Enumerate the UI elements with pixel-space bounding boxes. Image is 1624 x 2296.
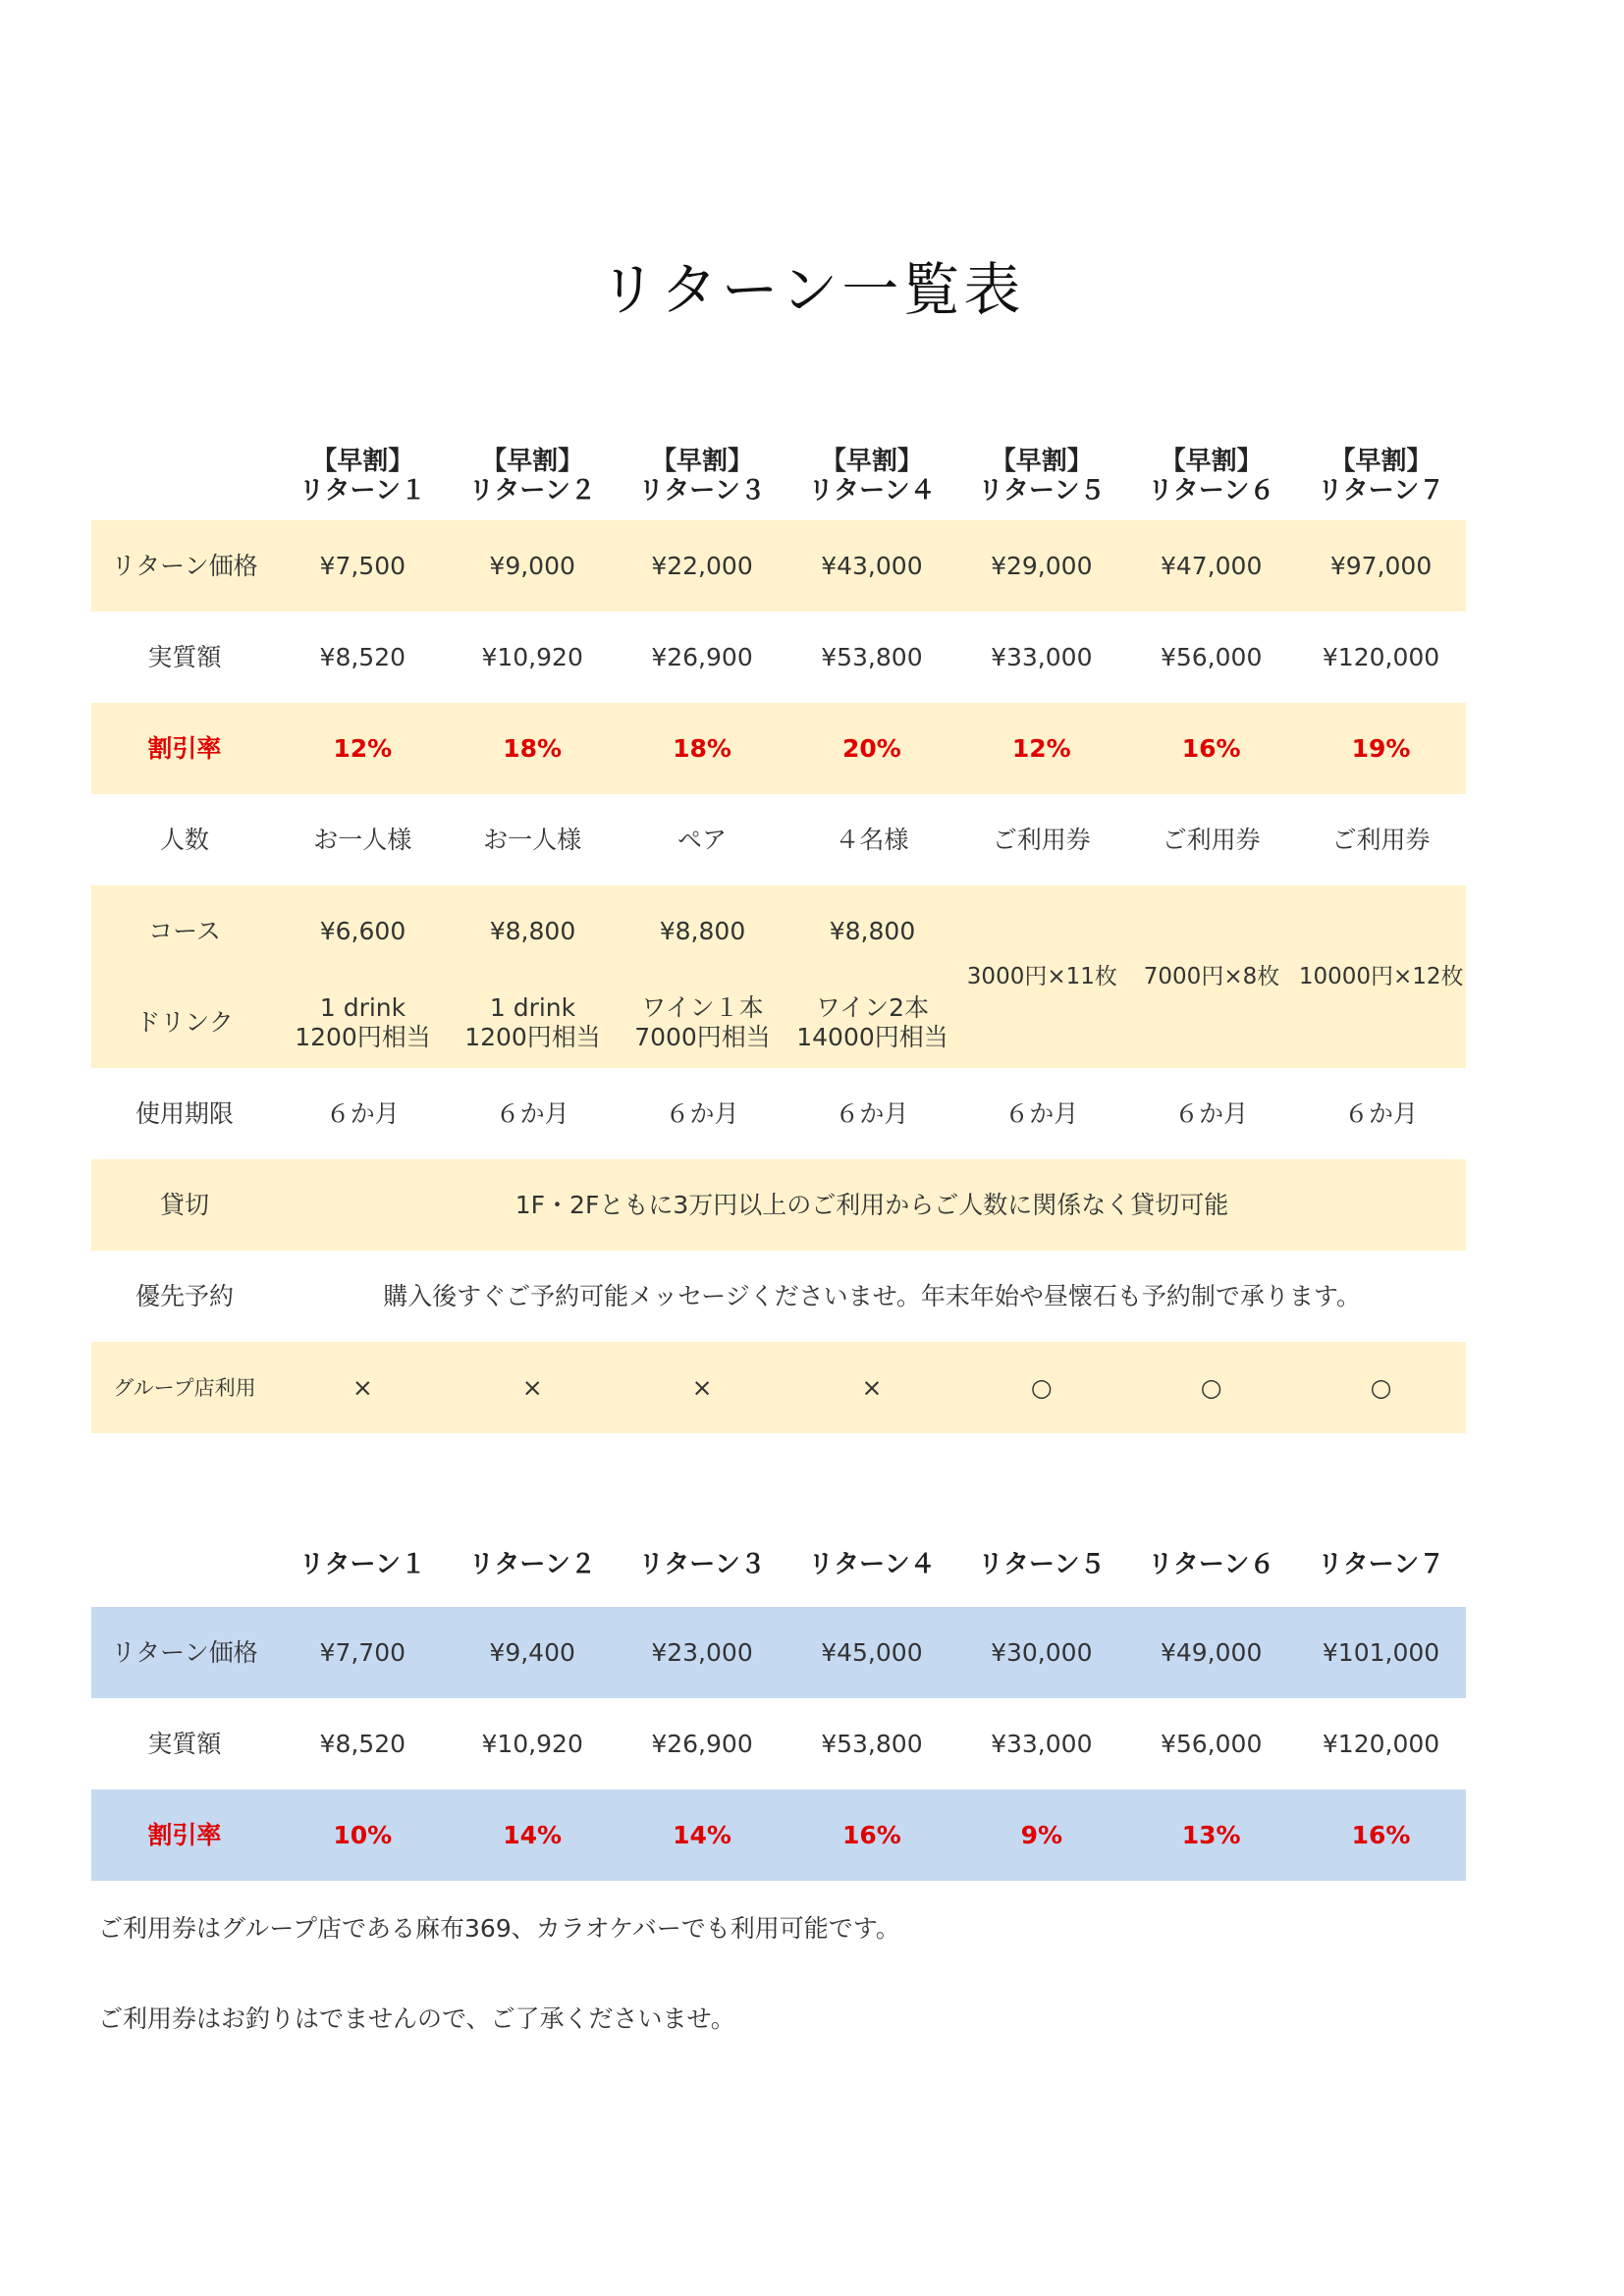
- table-cell: ¥120,000: [1322, 1729, 1440, 1758]
- table-cell: ¥23,000: [651, 1637, 753, 1667]
- note-no-change: ご利用券はお釣りはでませんので、ご了承くださいませ。: [98, 2004, 735, 2033]
- row-label: ドリンク: [135, 1007, 234, 1037]
- table-cell: ¥56,000: [1160, 1729, 1263, 1758]
- row-label: グループ店利用: [113, 1375, 256, 1400]
- table-cell: ¥8,800: [659, 916, 746, 945]
- table-cell: ワイン１本 7000円相当: [634, 992, 771, 1051]
- table-cell: ¥43,000: [821, 551, 923, 580]
- table-cell: ¥7,700: [319, 1637, 406, 1667]
- course-row: [91, 885, 957, 977]
- table1-discount-row: [91, 703, 1466, 794]
- table1-charter-row: [91, 1159, 1466, 1251]
- table-cell: ¥8,800: [489, 916, 576, 945]
- table-cell: 1 drink 1200円相当: [464, 992, 601, 1051]
- table-cell: ¥9,400: [489, 1637, 575, 1667]
- table1-header-row: [91, 432, 1466, 520]
- header-return-3: リターン３: [638, 1549, 766, 1579]
- table-cell: ¥56,000: [1160, 642, 1263, 671]
- table-cell: ご利用券: [992, 825, 1091, 854]
- note-coupon-usage: ご利用券はグループ店である麻布369、カラオケバーでも利用可能です。: [98, 1914, 900, 1943]
- coupon-cell: 10000円×12枚: [1298, 964, 1464, 989]
- header-return-2: 【早割】 リターン２: [468, 447, 596, 506]
- table-cell: ご利用券: [1162, 825, 1261, 854]
- page-title: リターン一覧表: [599, 256, 1025, 323]
- header-return-4: リターン４: [808, 1549, 936, 1579]
- table-cell: 13%: [1181, 1820, 1241, 1849]
- table2-actual-row: [91, 1698, 1466, 1789]
- table-cell: ¥26,900: [651, 1729, 753, 1758]
- table-cell: ○: [1200, 1372, 1222, 1402]
- drink-row: [91, 977, 957, 1068]
- table2-price-row: [91, 1607, 1466, 1698]
- header-blank: [91, 432, 278, 520]
- table-cell: ワイン2本 14000円相当: [796, 992, 948, 1051]
- table-cell: ¥30,000: [991, 1637, 1093, 1667]
- row-label: 使用期限: [135, 1098, 234, 1128]
- table-cell: ６か月: [1174, 1098, 1249, 1128]
- table-cell: ¥97,000: [1329, 551, 1433, 580]
- table-cell: ¥10,920: [481, 642, 583, 671]
- table-cell: ¥45,000: [821, 1637, 923, 1667]
- table-cell: ６か月: [835, 1098, 909, 1128]
- course-drink-left: [91, 885, 957, 1068]
- table-cell: ６か月: [1344, 1098, 1419, 1128]
- table-cell: ¥49,000: [1160, 1637, 1263, 1667]
- table1-people-row: [91, 794, 1466, 885]
- row-label: 貸切: [159, 1190, 209, 1219]
- table-cell: ¥6,600: [319, 916, 406, 945]
- table-cell: ¥8,520: [319, 642, 406, 671]
- table1-priority-row: [91, 1251, 1466, 1342]
- table-cell: 16%: [1351, 1820, 1411, 1849]
- table-cell: お一人様: [313, 825, 412, 854]
- table-cell: ¥22,000: [651, 551, 753, 580]
- table-cell: 18%: [673, 733, 731, 763]
- table2-discount-row: [91, 1789, 1466, 1881]
- table1-course-drink-band: [91, 885, 1466, 1068]
- early-bird-returns-table: [91, 432, 1466, 1433]
- table-cell: ペア: [677, 825, 728, 854]
- table-cell: ×: [691, 1372, 713, 1402]
- table-cell: ¥29,000: [991, 551, 1093, 580]
- table-cell: ¥7,500: [319, 551, 406, 580]
- table-cell: 16%: [1181, 733, 1241, 763]
- table-cell: ¥10,920: [481, 1729, 583, 1758]
- table-cell: 12%: [1011, 733, 1071, 763]
- table-cell: 18%: [503, 733, 563, 763]
- table-cell: ¥53,800: [821, 642, 923, 671]
- header-return-2: リターン２: [468, 1549, 596, 1579]
- table-cell: ６か月: [495, 1098, 569, 1128]
- table-cell: ×: [352, 1372, 373, 1402]
- table-cell: 19%: [1351, 733, 1411, 763]
- priority-text: 購入後すぐご予約可能メッセージくださいませ。年末年始や昼懐石も予約制で承ります。: [383, 1281, 1361, 1310]
- table-cell: 10%: [333, 1820, 393, 1849]
- table-cell: ６か月: [665, 1098, 739, 1128]
- header-return-7: リターン７: [1317, 1549, 1445, 1579]
- row-label: コース: [148, 916, 221, 945]
- table-cell: ¥33,000: [991, 1729, 1093, 1758]
- row-label: 割引率: [147, 1820, 222, 1849]
- row-label: リターン価格: [111, 551, 258, 580]
- table-cell: ¥9,000: [489, 551, 575, 580]
- regular-returns-table: [91, 1522, 1466, 1881]
- table-cell: 16%: [842, 1820, 901, 1849]
- header-return-6: リターン６: [1147, 1549, 1275, 1579]
- header-return-1: リターン１: [298, 1549, 427, 1579]
- table-cell: 12%: [333, 733, 393, 763]
- table-cell: ¥53,800: [821, 1729, 923, 1758]
- table-cell: ご利用券: [1331, 825, 1431, 854]
- table-cell: お一人様: [483, 825, 582, 854]
- table1-period-row: [91, 1068, 1466, 1159]
- table-cell: ６か月: [325, 1098, 400, 1128]
- header-blank: [91, 1522, 278, 1607]
- table-cell: ¥26,900: [651, 642, 753, 671]
- table-cell: ¥33,000: [991, 642, 1093, 671]
- header-return-6: 【早割】 リターン６: [1147, 447, 1275, 506]
- table-cell: 20%: [842, 733, 901, 763]
- header-return-3: 【早割】 リターン３: [638, 447, 766, 506]
- row-label: 実質額: [147, 1729, 222, 1758]
- table-cell: 14%: [503, 1820, 563, 1849]
- table-cell: ¥8,520: [319, 1729, 406, 1758]
- table-cell: ６か月: [1004, 1098, 1079, 1128]
- row-label: 人数: [159, 825, 209, 854]
- table-cell: ¥120,000: [1322, 642, 1440, 671]
- table-cell: ¥47,000: [1160, 551, 1263, 580]
- charter-text: 1F・2Fともに3万円以上のご利用からご人数に関係なく貸切可能: [514, 1190, 1229, 1219]
- row-label: リターン価格: [111, 1637, 258, 1667]
- row-label: 割引率: [147, 733, 222, 763]
- table-cell: ¥101,000: [1322, 1637, 1440, 1667]
- row-label: 優先予約: [135, 1281, 234, 1310]
- table1-actual-row: [91, 612, 1466, 703]
- table1-price-row: [91, 520, 1466, 612]
- table-cell: ○: [1030, 1372, 1053, 1402]
- table-cell: 1 drink 1200円相当: [295, 992, 431, 1051]
- header-return-4: 【早割】 リターン４: [808, 447, 936, 506]
- row-label: 実質額: [147, 642, 222, 671]
- header-return-5: リターン５: [978, 1549, 1106, 1579]
- table-cell: 9%: [1020, 1820, 1063, 1849]
- table2-header-row: [91, 1522, 1466, 1607]
- table1-group-row: [91, 1342, 1466, 1433]
- table-cell: ×: [521, 1372, 543, 1402]
- header-return-7: 【早割】 リターン７: [1317, 447, 1445, 506]
- header-return-1: 【早割】 リターン１: [298, 447, 427, 506]
- coupon-cell: 3000円×11枚: [966, 964, 1117, 989]
- table-cell: ¥8,800: [829, 916, 916, 945]
- header-return-5: 【早割】 リターン５: [978, 447, 1106, 506]
- table-cell: ４名様: [835, 825, 909, 854]
- table-cell: 14%: [673, 1820, 731, 1849]
- table-cell: ×: [861, 1372, 883, 1402]
- table-cell: ○: [1370, 1372, 1392, 1402]
- coupon-cell: 7000円×8枚: [1143, 964, 1280, 989]
